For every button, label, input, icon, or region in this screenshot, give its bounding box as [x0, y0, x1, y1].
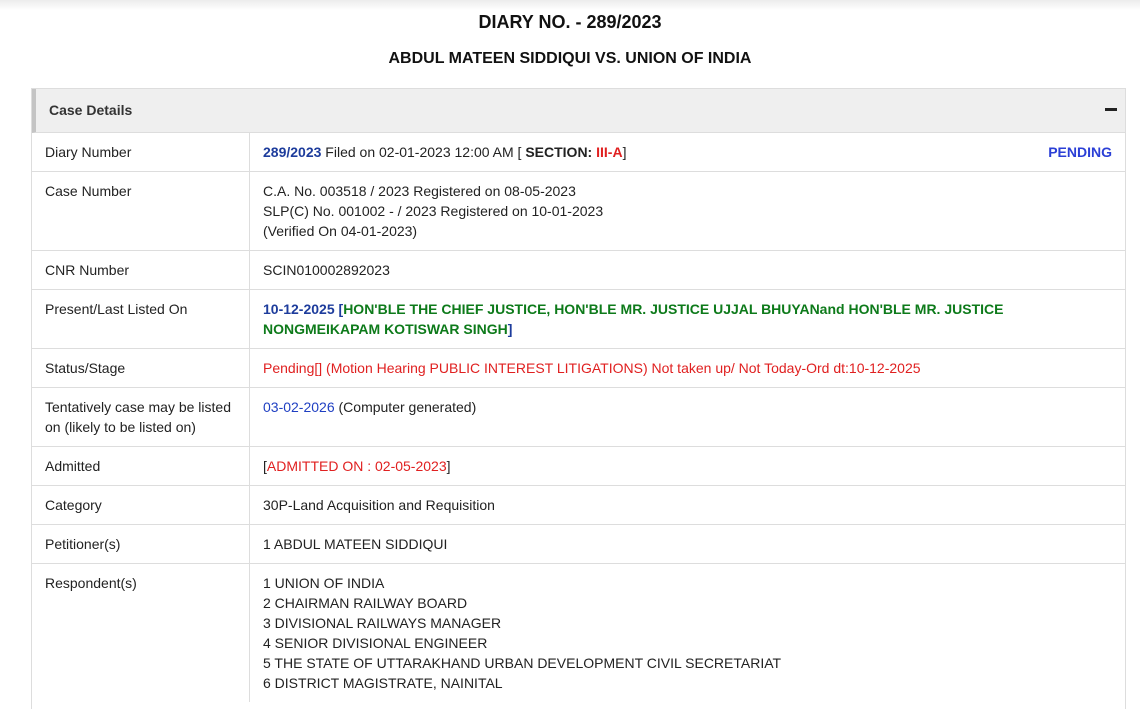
- case-title: ABDUL MATEEN SIDDIQUI VS. UNION OF INDIA: [388, 50, 752, 67]
- table-row: [32, 251, 1125, 290]
- diary-number: 289/2023: [263, 144, 322, 160]
- section-close-bracket: ]: [622, 144, 627, 160]
- top-shadow: [0, 0, 1140, 10]
- petitioners-label: Petitioner(s): [32, 525, 250, 564]
- table-row: [32, 388, 1125, 447]
- respondent-item: 4 SENIOR DIVISIONAL ENGINEER: [263, 635, 488, 651]
- category-value: 30P-Land Acquisition and Requisition: [250, 486, 1126, 525]
- respondent-item: 6 DISTRICT MAGISTRATE, NAINITAL: [263, 675, 503, 691]
- category-label: Category: [32, 486, 250, 525]
- case-details-panel: [31, 88, 1126, 709]
- petitioners-value: 1 ABDUL MATEEN SIDDIQUI: [250, 525, 1126, 564]
- respondent-item: 1 UNION OF INDIA: [263, 575, 385, 591]
- admitted-open-bracket: [: [263, 458, 267, 474]
- status-stage-value: Pending[] (Motion Hearing PUBLIC INTEREST LITIGATIONS) Not taken up/ Not Today-Ord dt:10-12-2025: [250, 349, 1126, 388]
- admitted-close-bracket: ]: [446, 458, 451, 474]
- listed-date: 10-12-2025: [263, 301, 335, 317]
- table-row: [32, 564, 1125, 703]
- bench-names: HON'BLE THE CHIEF JUSTICE, HON'BLE MR. JUSTICE UJJAL BHUYANand HON'BLE MR. JUSTICE NONGMEIKAPAM KOTISWAR SINGH: [263, 301, 1004, 337]
- respondent-item: 2 CHAIRMAN RAILWAY BOARD: [263, 595, 468, 611]
- diary-number-value: [250, 133, 1126, 172]
- case-details-table: [32, 133, 1125, 702]
- tentative-note: (Computer generated): [334, 399, 477, 415]
- filed-on-text: Filed on 02-01-2023 12:00 AM [: [321, 144, 526, 160]
- table-row: [32, 525, 1125, 564]
- respondent-item: 5 THE STATE OF UTTARAKHAND URBAN DEVELOPMENT CIVIL SECRETARIAT: [263, 655, 782, 671]
- section-label: SECTION:: [525, 144, 597, 160]
- panel-title: Case Details: [49, 102, 133, 118]
- admitted-label: Admitted: [32, 447, 250, 486]
- admitted-on-text: ADMITTED ON : 02-05-2023: [266, 458, 447, 474]
- status-stage-label: Status/Stage: [32, 349, 250, 388]
- admitted-value: [250, 447, 1126, 486]
- case-number-line: C.A. No. 003518 / 2023 Registered on 08-05-2023: [263, 183, 576, 199]
- tentative-date-label: Tentatively case may be listed on (likely to be listed on): [32, 388, 250, 447]
- case-number-label: Case Number: [32, 172, 250, 251]
- cnr-number-value: SCIN010002892023: [250, 251, 1126, 290]
- table-row: [32, 447, 1125, 486]
- diary-title: DIARY NO. - 289/2023: [478, 12, 662, 32]
- table-row: [32, 349, 1125, 388]
- table-row: [32, 486, 1125, 525]
- pending-status-badge: PENDING: [1048, 144, 1112, 160]
- diary-number-label: Diary Number: [45, 144, 132, 160]
- case-details-header[interactable]: [32, 89, 1125, 133]
- listed-on-label: Present/Last Listed On: [32, 290, 250, 349]
- tentative-date-value: [250, 388, 1126, 447]
- section-value: III-A: [596, 144, 623, 160]
- collapse-minus-icon[interactable]: [1105, 108, 1117, 111]
- bench-open-bracket: [: [334, 301, 344, 317]
- respondents-value: [250, 564, 1126, 703]
- table-row: [32, 290, 1125, 349]
- cnr-number-label: CNR Number: [32, 251, 250, 290]
- tentative-date: 03-02-2026: [263, 399, 335, 415]
- table-row: [32, 133, 1125, 172]
- case-number-line: SLP(C) No. 001002 - / 2023 Registered on 10-01-2023: [263, 203, 604, 219]
- respondent-item: 3 DIVISIONAL RAILWAYS MANAGER: [263, 615, 502, 631]
- case-number-line: (Verified On 04-01-2023): [263, 223, 418, 239]
- respondents-label: Respondent(s): [32, 564, 250, 703]
- listed-on-value: [250, 290, 1126, 349]
- bench-close-bracket: ]: [507, 321, 513, 337]
- table-row: [32, 172, 1125, 251]
- case-number-value: [250, 172, 1126, 251]
